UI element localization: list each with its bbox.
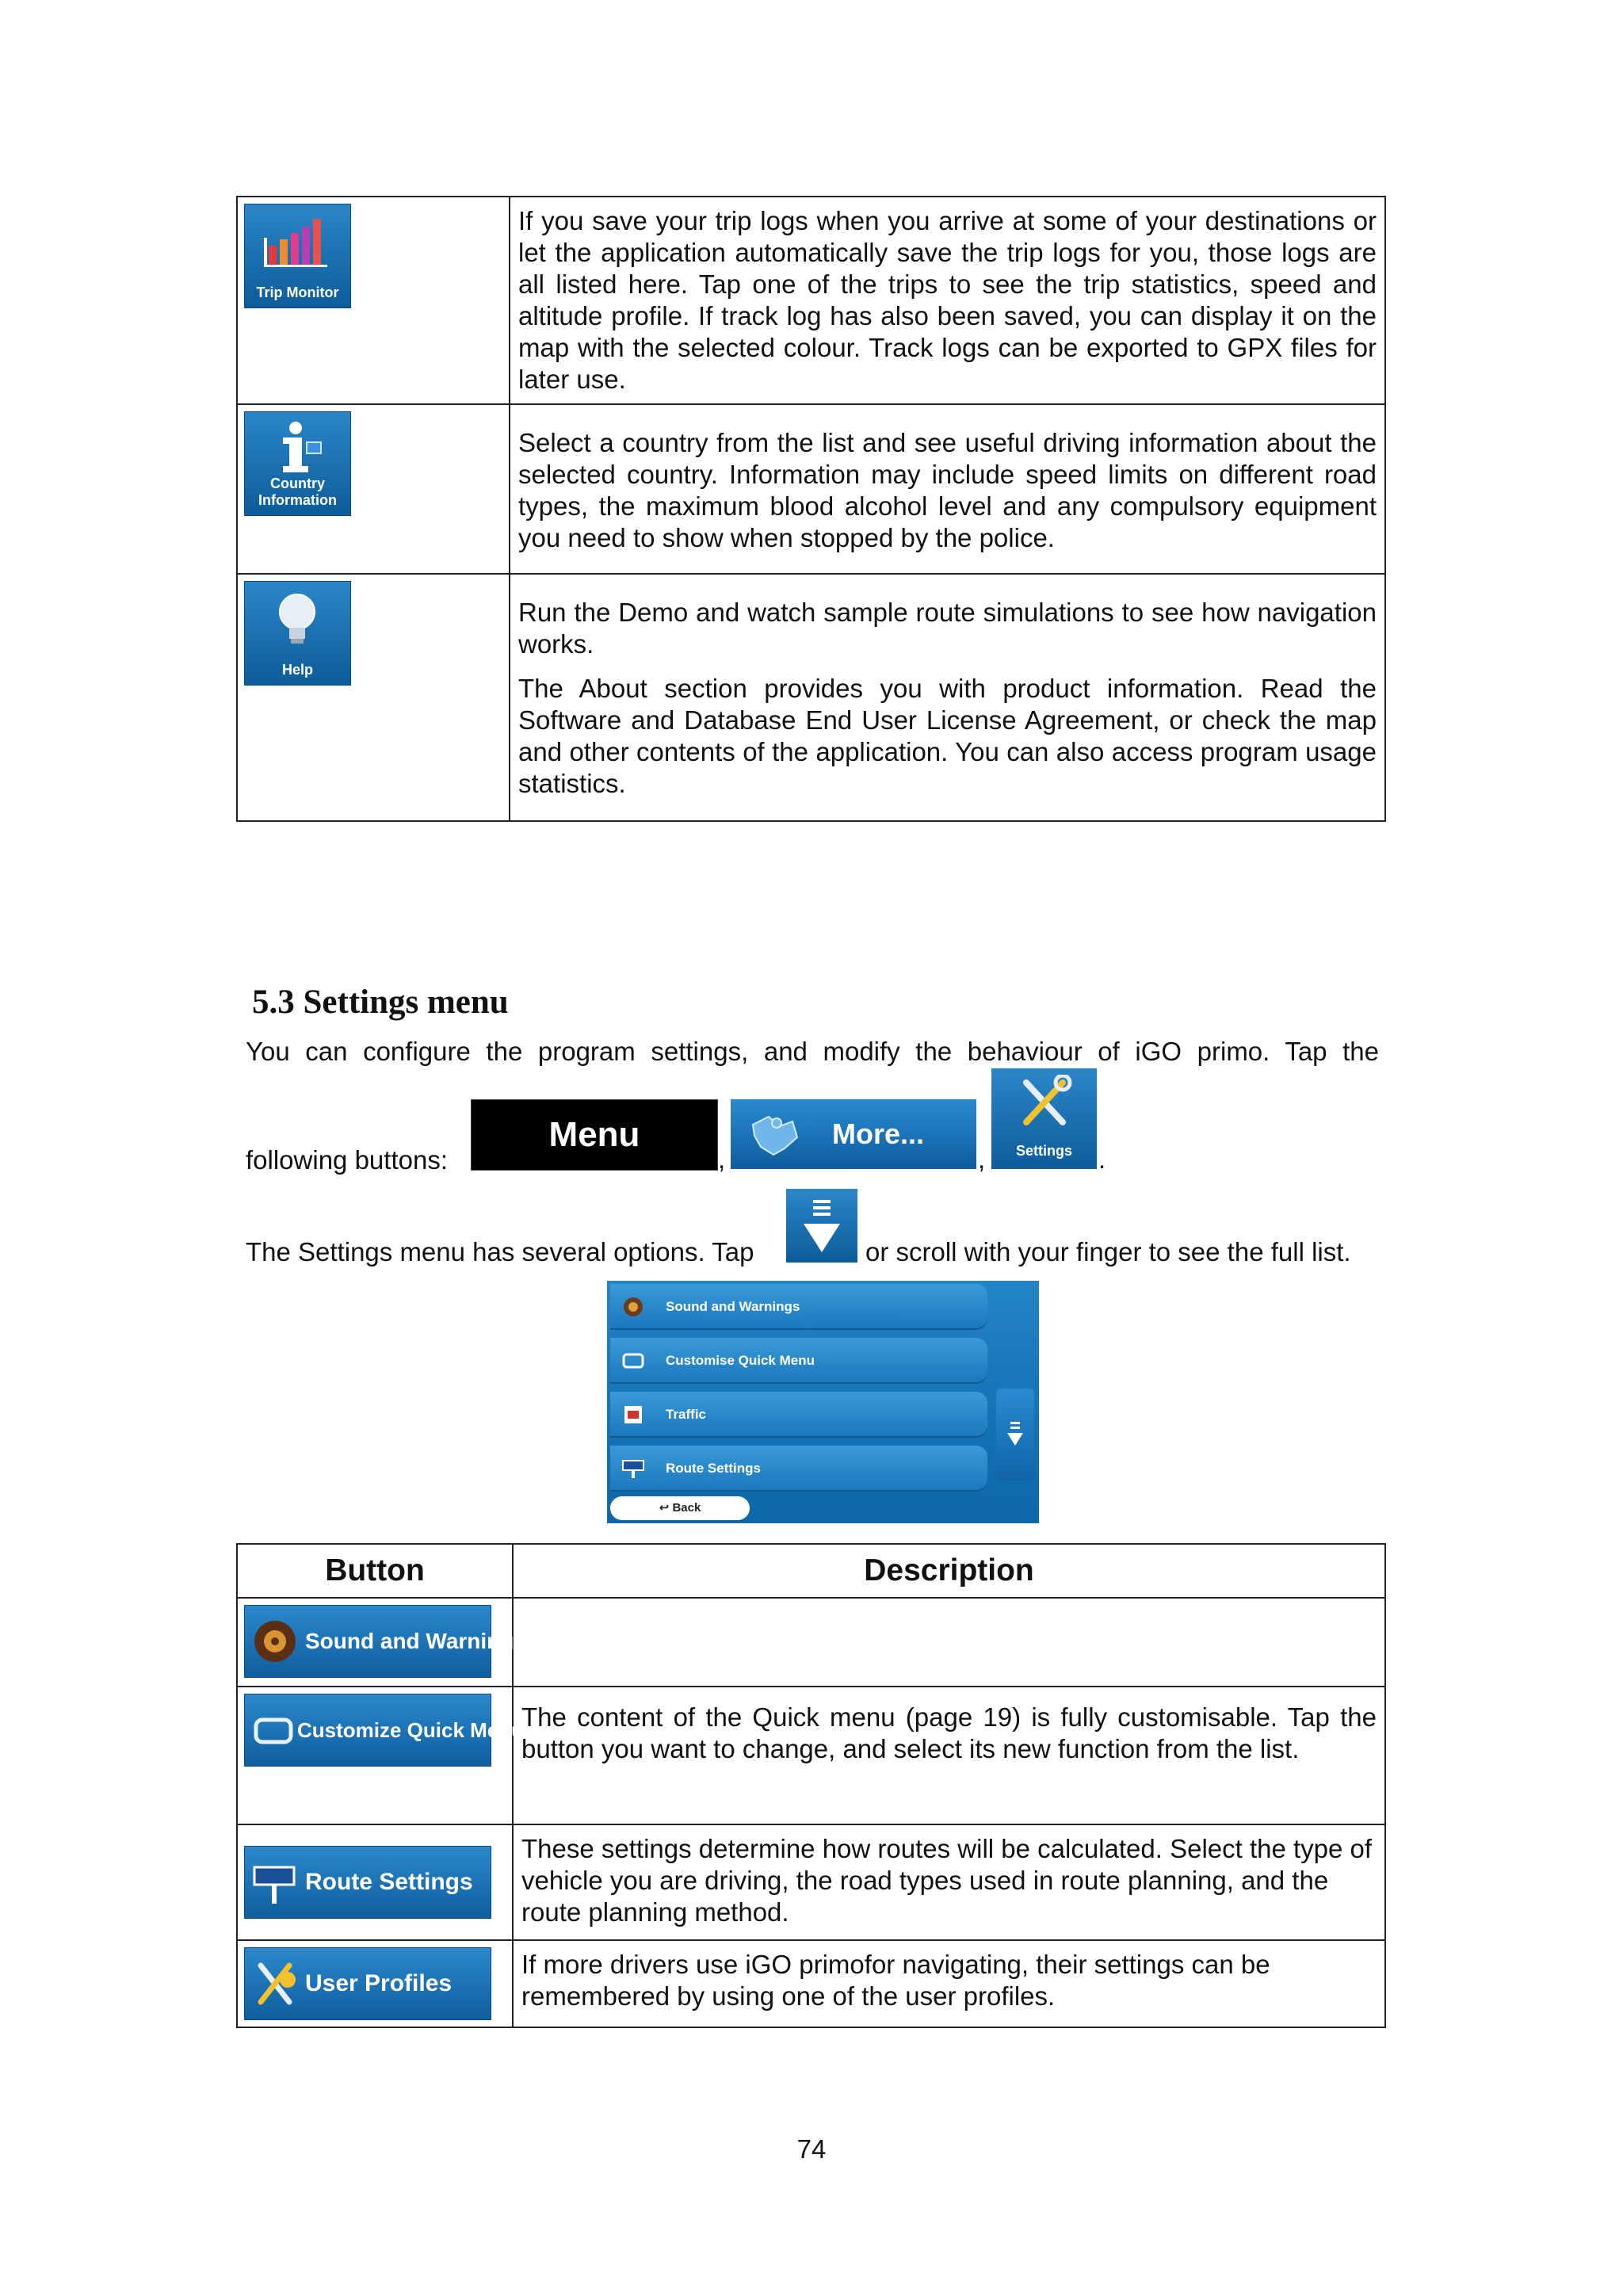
button-label: Sound and Warnings (305, 1629, 526, 1653)
description-cell (513, 1824, 1385, 1940)
description-text: The About section provides you with product information. Read the Software and Database End User License Agreement, or check the map and other contents of the application. You can also access program usage statistics. (518, 674, 1377, 798)
back-arrow-icon: ↩ (659, 1501, 673, 1515)
route-settings-button[interactable] (244, 1846, 491, 1919)
description-cell (510, 404, 1385, 574)
features-table (236, 196, 1386, 822)
description-text: These settings determine how routes will be calculated. Select the type of vehicle you are driving, the road types used in route planning, and the route planning method. (521, 1834, 1373, 1927)
table-row (237, 404, 1385, 574)
description-cell (510, 574, 1385, 821)
more-button-label: More... (832, 1117, 925, 1150)
settings-item-label: Customise Quick Menu (666, 1353, 815, 1368)
button-label: Route Settings (305, 1869, 473, 1895)
description-cell (510, 197, 1385, 404)
puzzle-icon (745, 1109, 804, 1159)
settings-item-route-settings[interactable] (610, 1446, 987, 1492)
user-profile-icon (251, 1956, 299, 2011)
icon-label: Help (281, 662, 313, 678)
description-cell (513, 1598, 1385, 1687)
table-row (237, 1824, 1385, 1940)
settings-item-traffic[interactable] (610, 1392, 987, 1438)
separator: , (718, 1144, 726, 1174)
icon-cell (237, 574, 510, 821)
table-header-row (237, 1544, 1385, 1598)
route-sign-icon (251, 1855, 299, 1910)
column-header-description: Description (513, 1544, 1385, 1598)
button-label: Customize Quick Menu (297, 1718, 525, 1742)
description-text: If more drivers use iGO primofor navigating, their settings can be remembered by using one of the user profiles. (521, 1950, 1270, 2011)
menu-button[interactable]: Menu (471, 1099, 718, 1171)
back-button-label: Back (672, 1501, 701, 1515)
button-cell (237, 1824, 513, 1940)
more-button[interactable] (731, 1099, 976, 1169)
column-header-button: Button (237, 1544, 513, 1598)
country-information-button[interactable] (244, 411, 351, 516)
scroll-instruction-continued: or scroll with your finger to see the full list. (865, 1237, 1351, 1266)
description-text: The content of the Quick menu (page 19) is fully customisable. Tap the button you want to change, and select its new function from the list. (521, 1702, 1377, 1763)
user-profiles-button[interactable] (244, 1947, 491, 2020)
back-button[interactable] (610, 1496, 750, 1520)
table-row (237, 1687, 1385, 1824)
separator: , (978, 1144, 986, 1174)
table-row (237, 1940, 1385, 2027)
icon-cell (237, 404, 510, 574)
table-row (237, 574, 1385, 821)
settings-item-customise-quick-menu[interactable] (610, 1338, 987, 1384)
sound-and-warnings-button[interactable] (244, 1605, 526, 1678)
traffic-icon (621, 1404, 645, 1426)
intro-text: You can configure the program settings, and modify the behaviour of iGO primo. Tap the (246, 1037, 1379, 1066)
icon-label: Trip Monitor (256, 285, 339, 300)
icon-cell (237, 197, 510, 404)
settings-screen-screenshot (607, 1281, 1039, 1523)
settings-button[interactable] (991, 1068, 1097, 1169)
quick-menu-icon (251, 1702, 299, 1758)
button-cell (237, 1598, 526, 1687)
trip-monitor-button[interactable] (244, 204, 351, 308)
button-cell (237, 1940, 513, 2027)
help-button[interactable] (244, 581, 351, 686)
description-text: Select a country from the list and see useful driving information about the selected country. Information may include speed limits on different road types, the maximum blood alcohol level and any compulsory equipment you need to show when stopped by the police. (518, 428, 1377, 552)
table-row (237, 197, 1385, 404)
scroll-down-icon (797, 1195, 846, 1257)
settings-item-sound-and-warnings[interactable] (610, 1284, 987, 1330)
icon-label: Country Information (258, 476, 337, 508)
description-cell (513, 1687, 1385, 1824)
country-information-icon (245, 418, 350, 480)
trip-monitor-icon (245, 211, 350, 273)
settings-buttons-table (236, 1543, 1386, 2028)
speaker-icon (621, 1296, 645, 1318)
settings-item-label: Traffic (666, 1407, 707, 1422)
route-sign-icon (621, 1457, 645, 1480)
section-heading: 5.3 Settings menu (252, 984, 509, 1021)
scroll-down-button[interactable] (996, 1389, 1034, 1480)
page-number: 74 (796, 2134, 827, 2164)
description-text: Run the Demo and watch sample route simulations to see how navigation works. (518, 598, 1377, 659)
settings-button-label: Settings (1015, 1143, 1072, 1159)
intro-text-continued: following buttons: (246, 1145, 448, 1175)
speaker-icon (251, 1614, 299, 1669)
end-period: . (1098, 1144, 1106, 1174)
table-row (237, 1598, 1385, 1687)
settings-item-label: Route Settings (666, 1461, 761, 1476)
scroll-down-button[interactable] (786, 1189, 857, 1263)
description-cell (513, 1940, 1385, 2027)
settings-item-label: Sound and Warnings (666, 1299, 800, 1314)
description-text: If you save your trip logs when you arrive at some of your destinations or let the application automatically save the trip logs for you, those logs are all listed here. Tap one of the trips to see the trip statistics, speed and altitude profile. If track log has also been saved, you can display it on the map with the selected colour. Track logs can be exported to GPX files for later use. (518, 206, 1377, 394)
button-label: User Profiles (305, 1970, 453, 1996)
tools-icon (1015, 1075, 1074, 1130)
scroll-down-icon (1006, 1420, 1025, 1449)
quick-menu-icon (621, 1350, 645, 1372)
customize-quick-menu-button[interactable] (244, 1694, 525, 1767)
button-cell (237, 1687, 525, 1824)
scroll-instruction: The Settings menu has several options. Tap (246, 1237, 754, 1266)
lightbulb-icon (245, 588, 350, 650)
